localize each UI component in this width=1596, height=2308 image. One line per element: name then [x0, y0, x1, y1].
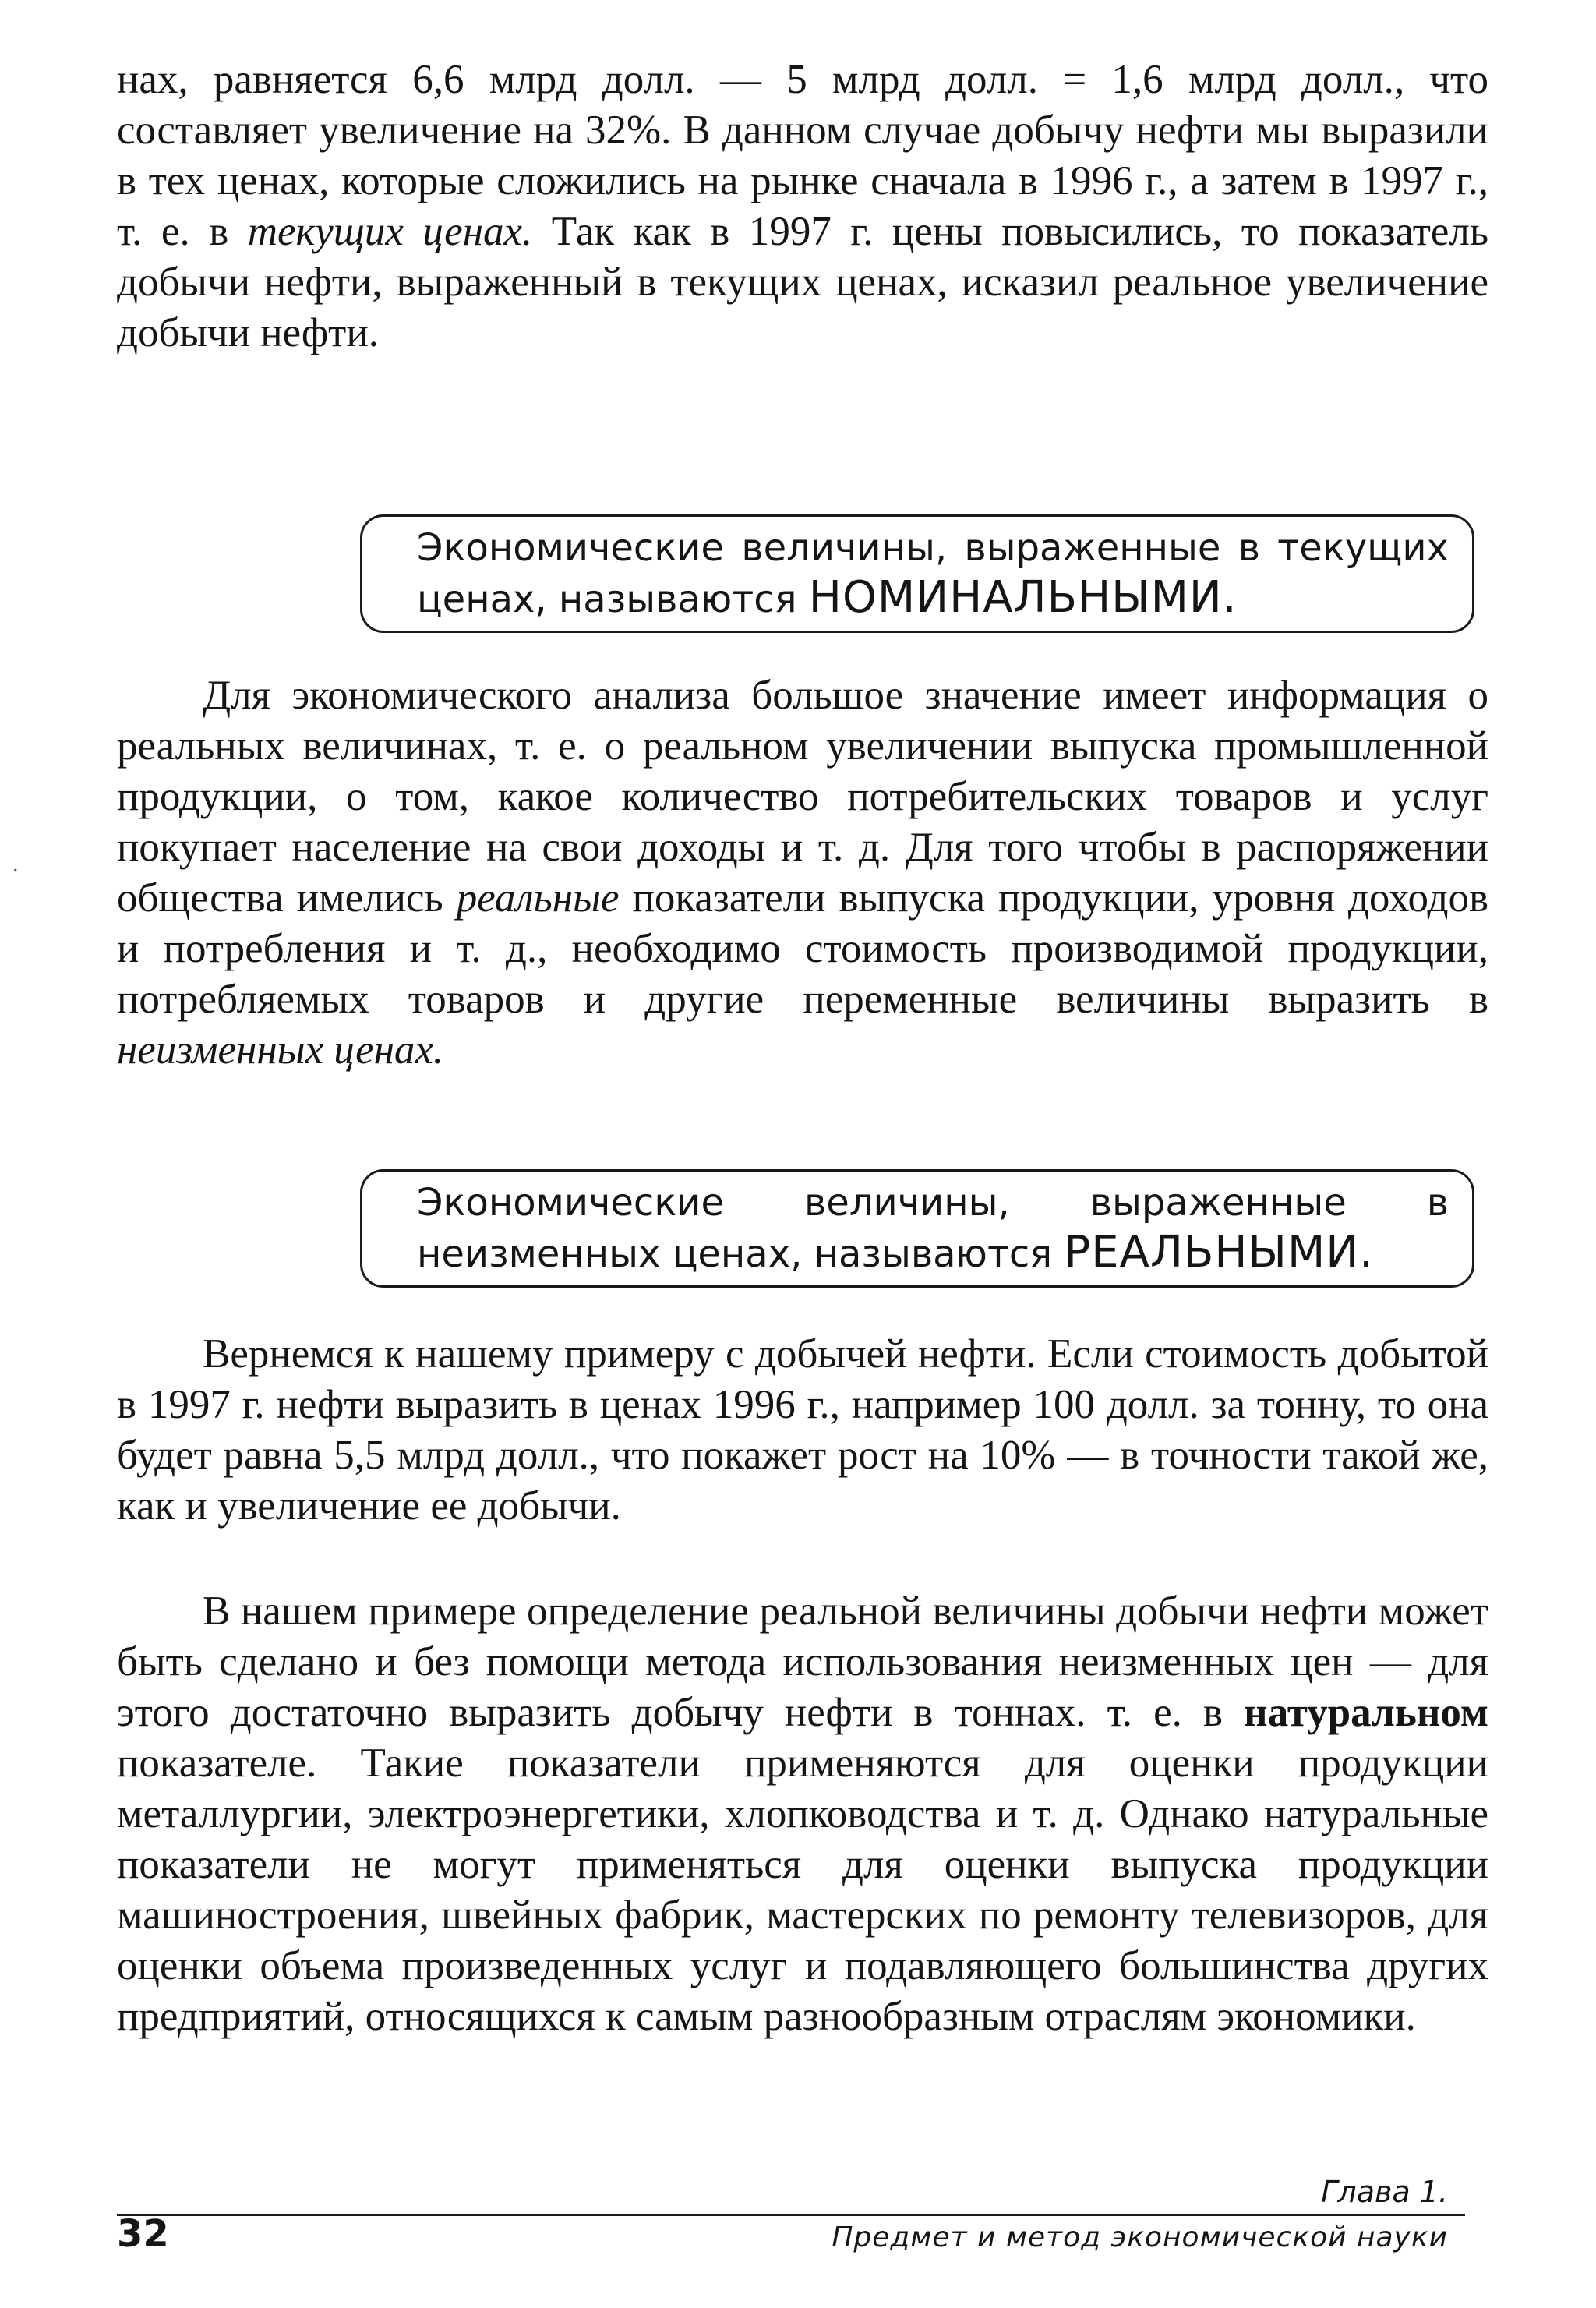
paragraph-2 [117, 670, 1488, 1076]
page-number: 32 [117, 2212, 169, 2256]
paragraph-1-text-b: Так как в 1997 г. цены повысились, то показатель добычи нефти, выраженный в текущих ценах, исказил реальное увеличение добычи нефти. [117, 209, 1489, 355]
paragraph-2-text-b: показатели выпуска продукции, уровня доходов и потребления и т. д., необходимо стоимость производимой продукции, потребляемых товаров и другие переменные величины выразить в [117, 875, 1488, 1022]
definition-nominal-text: Экономические величины, выраженные в текущих ценах, называются [417, 526, 1449, 621]
paragraph-3-text: Вернемся к нашему примеру с добычей нефти. Если стоимость добытой в 1997 г. нефти выразить в ценах 1996 г., например 100 долл. за тонну, то она будет равна 5,5 млрд долл., что покажет рост на 10% — в точности такой же, как и увеличение ее добычи. [117, 1331, 1488, 1529]
term-constant-prices: неизменных ценах. [117, 1027, 444, 1073]
paragraph-4-text-a: В нашем примере определение реальной величины добычи нефти может быть сделано и без помощи метода использования неизменных цен — для этого достаточно выразить добычу нефти в тоннах. т. е. в [117, 1589, 1488, 1735]
paragraph-3 [117, 1329, 1488, 1532]
term-natural: натуральном [1244, 1690, 1488, 1735]
definition-real-text: Экономические величины, выраженные в неизменных ценах, называются [417, 1181, 1449, 1276]
paragraph-1-text-a: нах, равняется 6,6 млрд долл. — 5 млрд долл. = 1,6 млрд долл., что составляет увеличение на 32%. В данном случае добычу нефти мы выразили в тех ценах, которые сложились на рынке сначала в 1996 г., а затем в 1997 г., т. е. в [117, 57, 1488, 254]
paragraph-1 [117, 55, 1488, 359]
paragraph-4 [117, 1586, 1488, 2042]
definition-real-term: РЕАЛЬНЫМИ. [1064, 1227, 1374, 1278]
definition-box-real [360, 1169, 1474, 1288]
term-current-prices: текущих ценах. [247, 209, 533, 254]
definition-nominal-term: НОМИНАЛЬНЫМИ. [808, 572, 1238, 623]
paragraph-2-text-a: Для экономического анализа большое значение имеет информация о реальных величинах, т. е. о реальном увеличении выпуска промышленной продукции, о том, какое количество потребительских товаров и услуг покупает население на свои доходы и т. д. Для того чтобы в распоряжении общества имелись [117, 673, 1488, 921]
footer-rule [117, 2214, 1465, 2216]
definition-box-nominal [360, 514, 1474, 633]
paragraph-4-text-b: показателе. Такие показатели применяются для оценки продукции металлургии, электроэнергетики, хлопководства и т. д. Однако натуральные показатели не могут применяться для оценки выпуска продукции машиностроения, швейных фабрик, мастерских по ремонту телевизоров, для оценки объема произведенных услуг и подавляющего большинства других предприятий, относящихся к самым разнообразным отраслям экономики. [117, 1741, 1488, 2039]
term-real: реальные [456, 875, 620, 921]
footer-chapter-title: Предмет и метод экономической науки [832, 2221, 1448, 2253]
footer-chapter: Глава 1. [1321, 2175, 1448, 2209]
margin-mark: . [12, 851, 19, 877]
